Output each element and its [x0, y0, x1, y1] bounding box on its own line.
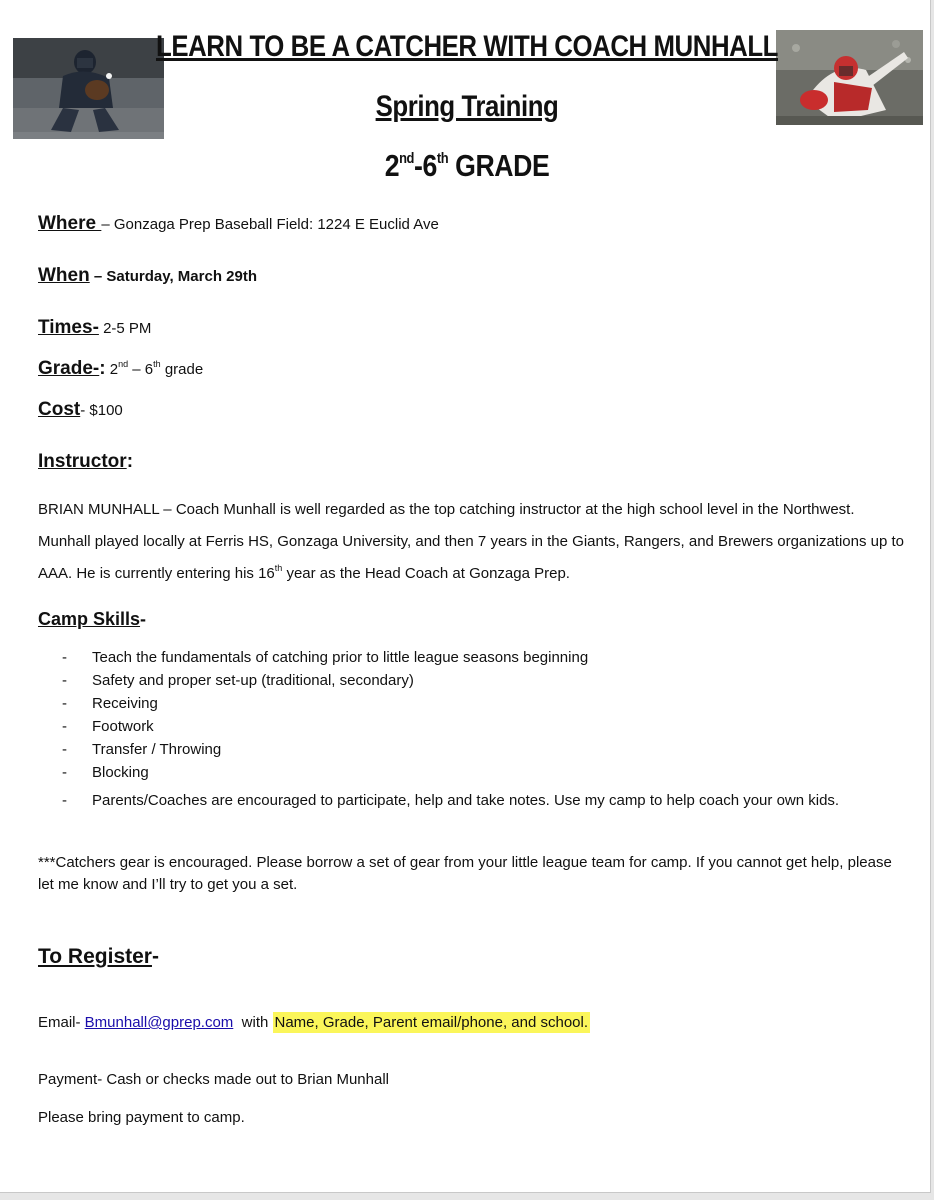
bring-payment-text: Please bring payment to camp.	[38, 1109, 245, 1126]
cost-row	[38, 399, 123, 421]
gear-note: ***Catchers gear is encouraged. Please borrow a set of gear from your little league team for camp. If you cannot get help, please let me know and I’ll try to get you a set.	[38, 854, 892, 893]
flyer-title: LEARN TO BE A CATCHER WITH COACH MUNHALL	[155, 30, 779, 63]
camp-skills-list	[62, 646, 839, 812]
times-value: 2-5 PM	[98, 320, 152, 337]
list-item: - Footwork	[62, 718, 154, 735]
flyer-subtitle: Spring Training	[375, 90, 559, 123]
grade-row: Grade-: 2nd – 6th grade	[38, 358, 204, 379]
when-row	[38, 265, 257, 287]
when-label: When	[38, 265, 90, 286]
grade-value: 2nd – 6th grade	[105, 359, 204, 378]
cost-label: Cost	[38, 399, 81, 420]
grade-range-heading: 2nd-6th GRADE	[384, 148, 550, 183]
list-item: - Transfer / Throwing	[62, 741, 222, 758]
grade-label: Grade-	[38, 358, 100, 379]
payment-text: Payment- Cash or checks made out to Brian Munhall	[38, 1071, 389, 1088]
list-item: - Blocking	[62, 764, 149, 781]
times-label: Times-	[38, 317, 99, 338]
cost-value: - $100	[80, 402, 123, 419]
camp-skills-heading: Camp Skills-	[38, 609, 147, 629]
times-row	[38, 317, 151, 339]
where-value: – Gonzaga Prep Baseball Field: 1224 E Euclid Ave	[101, 216, 439, 233]
highlighted-requirements: Name, Grade, Parent email/phone, and school.	[274, 1014, 589, 1031]
email-row: Email- Bmunhall@gprep.com with Name, Grade, Parent email/phone, and school.	[38, 1014, 589, 1031]
register-heading: To Register-	[38, 945, 159, 968]
list-item: - Parents/Coaches are encouraged to participate, help and take notes. Use my camp to help coach your own kids.	[62, 792, 840, 809]
list-item: - Receiving	[62, 695, 158, 712]
list-item: - Teach the fundamentals of catching prior to little league seasons beginning	[62, 649, 589, 666]
email-link[interactable]: Bmunhall@gprep.com	[84, 1014, 234, 1031]
instructor-bio: BRIAN MUNHALL – Coach Munhall is well regarded as the top catching instructor at the high school level in the Northwest. Munhall played locally at Ferris HS, Gonzaga University, and then 7 years in the Giants, Rangers, and Brewers organizations up to AAA. He is currently entering his 16th year as the Head Coach at Gonzaga Prep.	[38, 501, 904, 582]
where-label: Where	[38, 213, 102, 234]
where-row	[38, 213, 439, 235]
when-value: – Saturday, March 29th	[89, 268, 257, 285]
list-item: - Safety and proper set-up (traditional, secondary)	[62, 672, 414, 689]
instructor-heading: Instructor:	[38, 451, 134, 472]
